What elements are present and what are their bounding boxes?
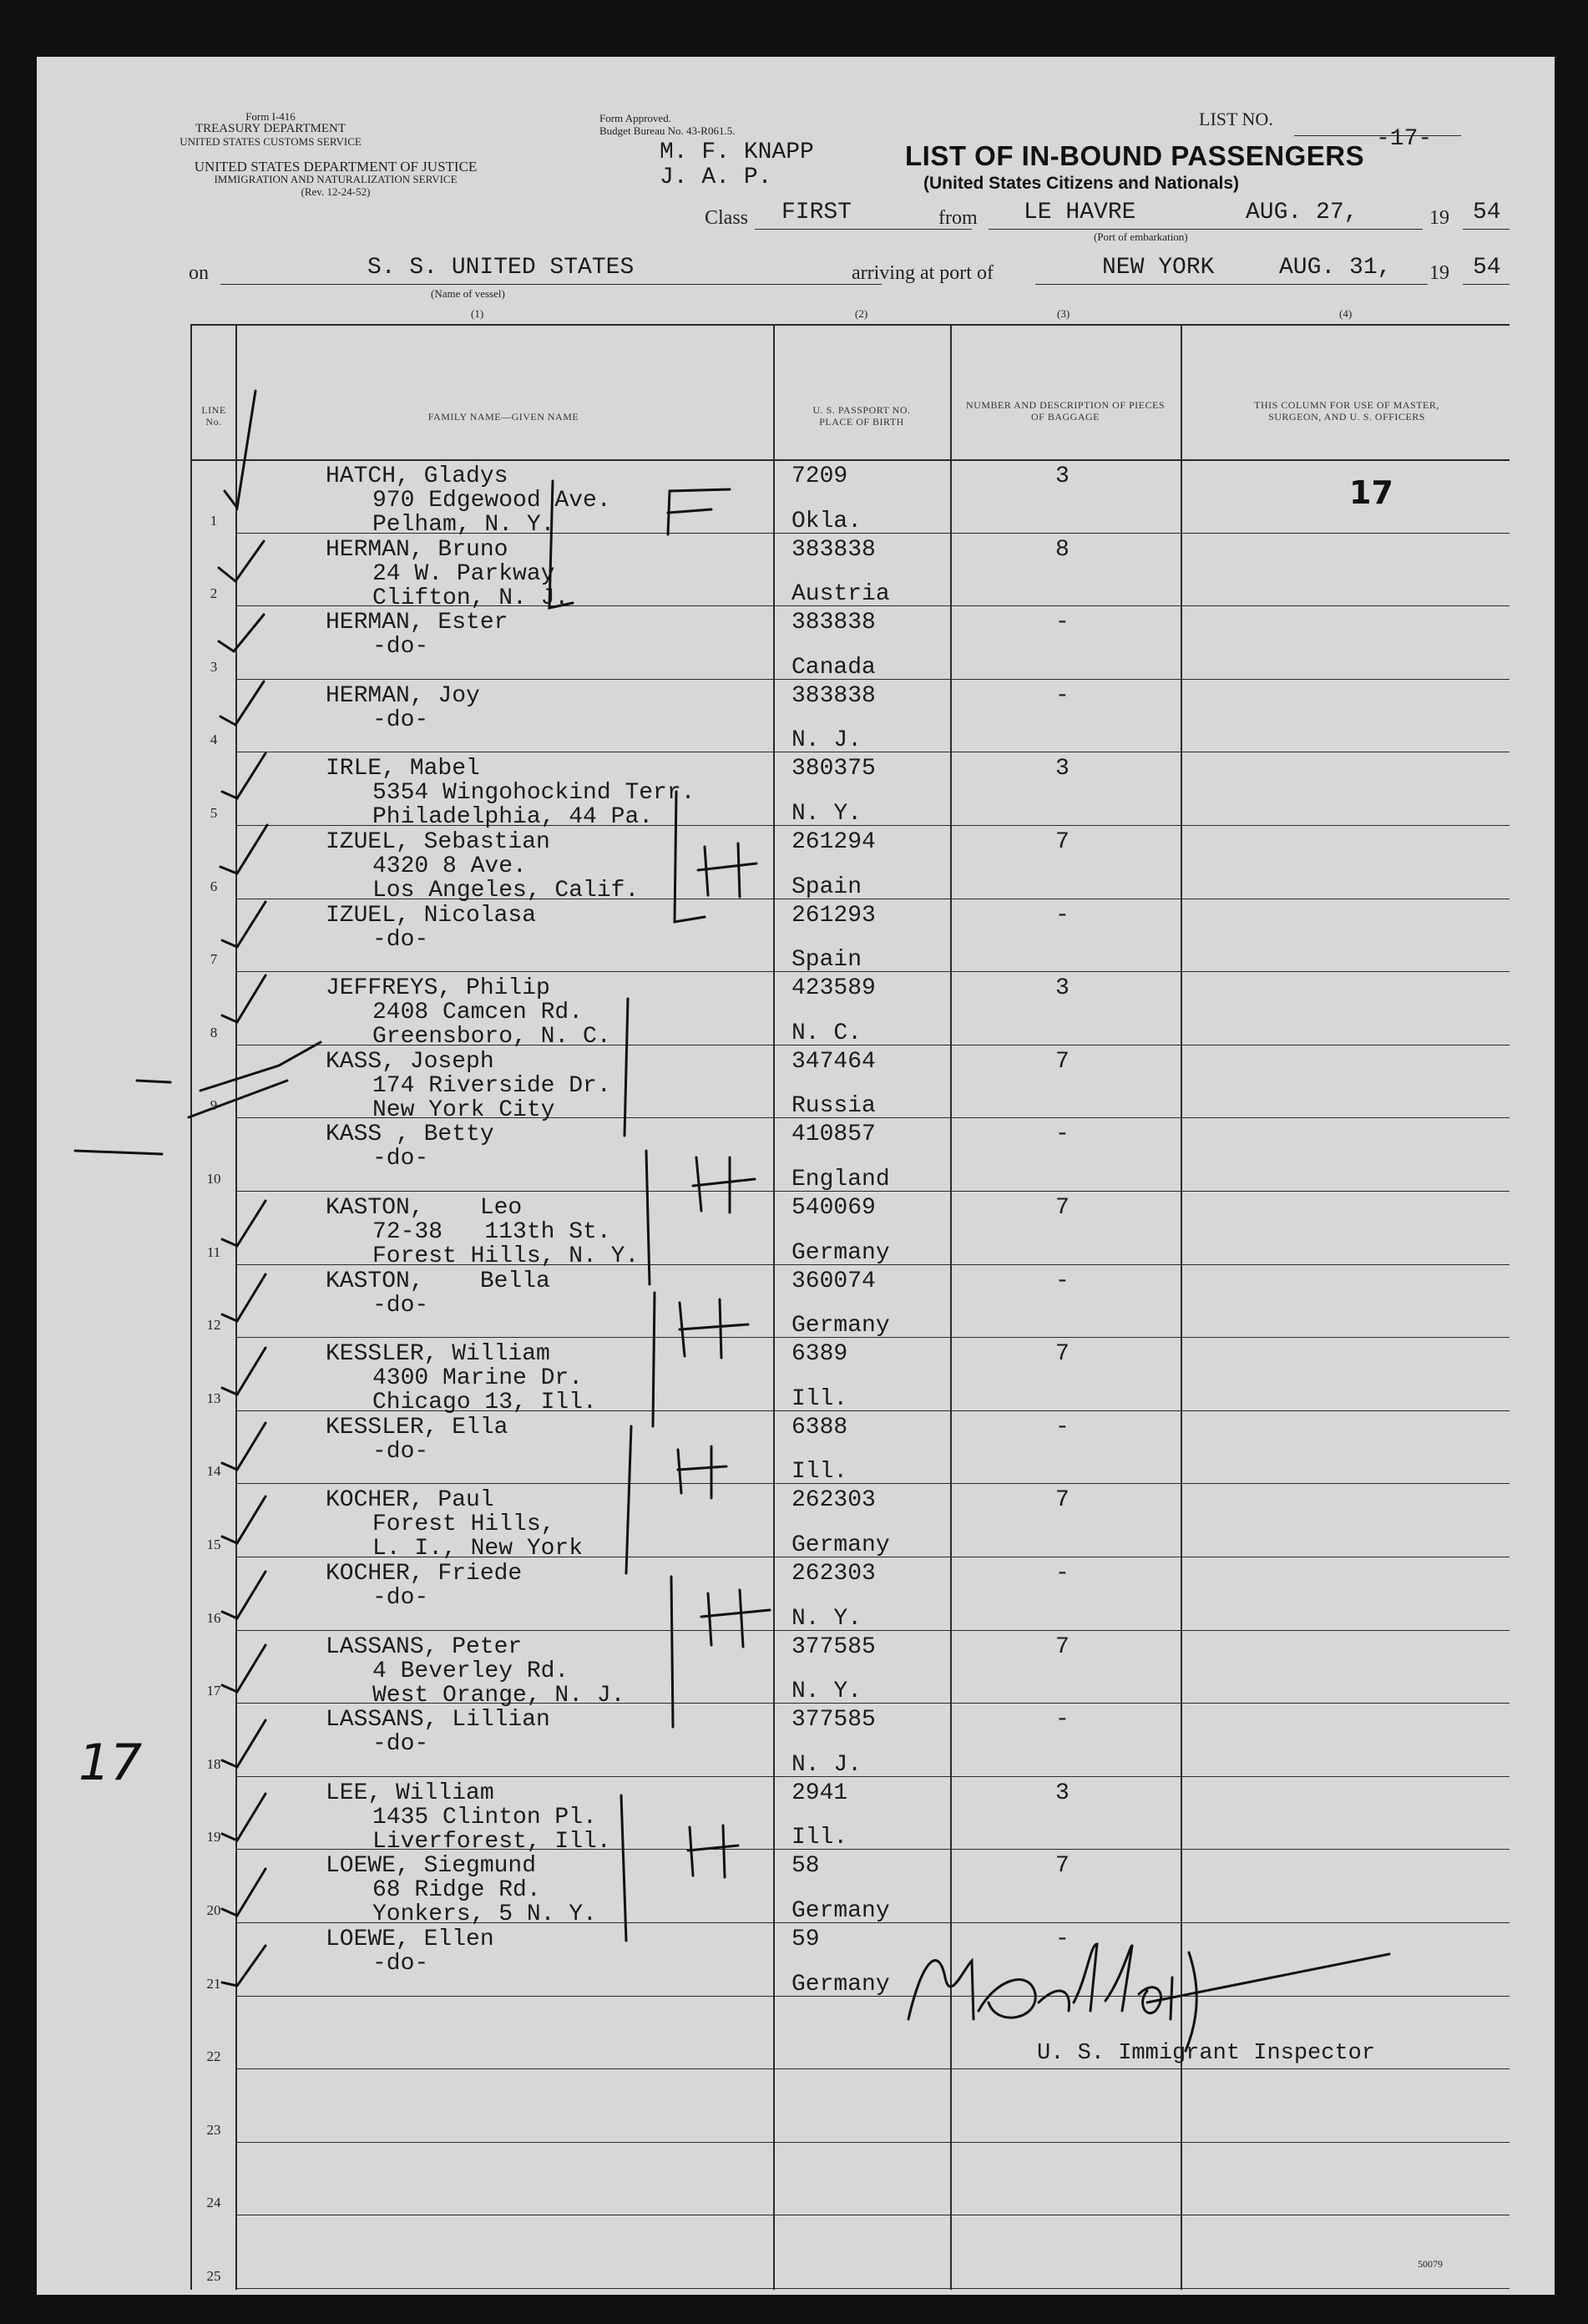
place-of-birth: Ill. xyxy=(791,1459,848,1486)
passenger-name: LOEWE, Ellen xyxy=(326,1927,494,1952)
line-number: 11 xyxy=(206,1243,221,1260)
baggage-count: 3 xyxy=(1055,975,1070,1002)
line-number: 13 xyxy=(206,1390,221,1406)
passenger-address: Philadelphia, 44 Pa. xyxy=(372,804,654,831)
baggage-count: 3 xyxy=(1055,1780,1070,1806)
baggage-count: - xyxy=(1055,1268,1070,1294)
arrival-year-prefix: 19 xyxy=(1429,262,1449,284)
arriving-label: arriving at port of xyxy=(852,262,994,284)
baggage-count: 7 xyxy=(1055,1487,1070,1514)
doj-block xyxy=(194,160,478,198)
passenger-address: 5354 Wingohockind Terr. xyxy=(372,780,695,807)
baggage-count: 7 xyxy=(1055,829,1070,855)
line-number: 6 xyxy=(210,878,218,894)
baggage-count: - xyxy=(1055,1927,1070,1952)
passenger-name: KESSLER, William xyxy=(326,1341,550,1368)
passenger-address: 4 Beverley Rd. xyxy=(372,1658,569,1684)
passenger-address: 4320 8 Ave. xyxy=(372,853,527,879)
place-of-birth: N. J. xyxy=(791,727,862,754)
table-row xyxy=(190,1192,1510,1269)
baggage-count: 3 xyxy=(1055,756,1070,782)
baggage-count: - xyxy=(1055,1707,1070,1734)
passenger-name: IZUEL, Sebastian xyxy=(326,829,550,855)
baggage-count: - xyxy=(1055,610,1070,636)
passenger-address: 4300 Marine Dr. xyxy=(372,1365,584,1392)
baggage-count: 7 xyxy=(1055,1853,1070,1880)
passenger-address: -do- xyxy=(372,706,429,733)
header-name: FAMILY NAME—GIVEN NAME xyxy=(427,411,579,423)
class-value: FIRST xyxy=(781,200,852,225)
vessel-caption: (Name of vessel) xyxy=(431,287,505,300)
baggage-count: - xyxy=(1055,682,1070,709)
col-num-1: (1) xyxy=(471,307,484,320)
passenger-address: -do- xyxy=(372,634,429,661)
place-of-birth: N. C. xyxy=(791,1020,862,1046)
officer-note: 17 xyxy=(1349,474,1393,511)
passenger-name: KOCHER, Friede xyxy=(326,1561,523,1587)
passport-number: 377585 xyxy=(791,1707,876,1734)
table-row xyxy=(190,1704,1510,1778)
passenger-address: Yonkers, 5 N. Y. xyxy=(372,1901,597,1928)
baggage-count: 7 xyxy=(1055,1048,1070,1075)
passenger-address: New York City xyxy=(372,1096,555,1123)
place-of-birth: Austria xyxy=(791,581,890,608)
table-row xyxy=(190,534,1510,611)
table-row xyxy=(190,2216,1510,2290)
vessel-name: S. S. UNITED STATES xyxy=(367,255,635,281)
passport-number: 383838 xyxy=(791,610,876,636)
from-value: LE HAVRE xyxy=(1024,200,1136,225)
passenger-name: JEFFREYS, Philip xyxy=(326,975,550,1002)
line-number: 5 xyxy=(210,804,218,821)
table-row xyxy=(190,973,1510,1051)
passenger-table xyxy=(190,324,1510,2290)
passenger-address: Chicago 13, Ill. xyxy=(372,1390,597,1416)
passenger-address: 1435 Clinton Pl. xyxy=(372,1804,597,1830)
officers-initials: M. F. KNAPP J. A. P. xyxy=(660,139,814,190)
passenger-name: LEE, William xyxy=(326,1780,494,1806)
passport-number: 540069 xyxy=(791,1195,876,1221)
col-num-3: (3) xyxy=(1057,307,1070,320)
passport-number: 6388 xyxy=(791,1414,848,1440)
list-no: -17- xyxy=(1376,126,1433,152)
table-row xyxy=(190,1485,1510,1562)
passenger-name: HERMAN, Ester xyxy=(326,610,508,636)
passenger-name: KASS, Joseph xyxy=(326,1048,494,1075)
passport-number: 261294 xyxy=(791,829,876,855)
passenger-address: -do- xyxy=(372,1146,429,1172)
table-row xyxy=(190,900,1510,974)
arrival-date: AUG. 31, xyxy=(1279,255,1392,281)
table-row xyxy=(190,1339,1510,1416)
passenger-address: -do- xyxy=(372,926,429,953)
passenger-address: West Orange, N. J. xyxy=(372,1682,625,1709)
table-row xyxy=(190,2144,1510,2217)
place-of-birth: Russia xyxy=(791,1093,876,1120)
baggage-count: - xyxy=(1055,1561,1070,1587)
passport-number: 59 xyxy=(791,1927,820,1952)
place-of-birth: Germany xyxy=(791,1532,890,1558)
col-num-2: (2) xyxy=(855,307,868,320)
departure-year: 54 xyxy=(1473,200,1501,225)
passenger-name: IZUEL, Nicolasa xyxy=(326,902,537,929)
table-row xyxy=(190,1924,1510,1997)
place-of-birth: N. Y. xyxy=(791,800,862,827)
passenger-address: 72-38 113th St. xyxy=(372,1219,611,1245)
departure-year-prefix: 19 xyxy=(1429,207,1449,229)
place-of-birth: Germany xyxy=(791,1239,890,1266)
passenger-address: 68 Ridge Rd. xyxy=(372,1877,541,1904)
departure-date: AUG. 27, xyxy=(1246,200,1358,225)
margin-note: 17 xyxy=(78,1734,143,1792)
line-number: 10 xyxy=(206,1170,221,1187)
passenger-name: LASSANS, Lillian xyxy=(326,1707,550,1734)
form-id: Form I-416 xyxy=(245,110,296,123)
passport-number: 377585 xyxy=(791,1633,876,1660)
line-number: 24 xyxy=(206,2195,221,2211)
line-number: 12 xyxy=(206,1317,221,1334)
class-label: Class xyxy=(705,207,749,229)
passport-number: 262303 xyxy=(791,1561,876,1587)
table-row xyxy=(190,1778,1510,1855)
passport-number: 262303 xyxy=(791,1487,876,1514)
baggage-count: 7 xyxy=(1055,1633,1070,1660)
line-number: 7 xyxy=(210,951,218,968)
passenger-address: Liverforest, Ill. xyxy=(372,1828,611,1855)
baggage-count: 8 xyxy=(1055,536,1070,563)
table-row xyxy=(190,461,1510,538)
passport-number: 6389 xyxy=(791,1341,848,1368)
table-row xyxy=(190,1632,1510,1709)
list-no-label: LIST NO. xyxy=(1199,109,1273,129)
passenger-address: Forest Hills, N. Y. xyxy=(372,1243,640,1269)
table-row xyxy=(190,1266,1510,1339)
line-number: 19 xyxy=(206,1829,221,1846)
treasury-block xyxy=(162,110,379,148)
passenger-address: Pelham, N. Y. xyxy=(372,512,555,538)
line-number: 18 xyxy=(206,1755,221,1772)
passenger-name: LASSANS, Peter xyxy=(326,1633,523,1660)
place-of-birth: Canada xyxy=(791,654,876,681)
doj-title: UNITED STATES DEPARTMENT OF JUSTICE xyxy=(194,159,478,175)
table-row xyxy=(190,1119,1510,1192)
header-baggage: NUMBER AND DESCRIPTION OF PIECES OF BAGGAGE xyxy=(965,399,1166,423)
table-row xyxy=(190,827,1510,904)
passenger-name: KESSLER, Ella xyxy=(326,1414,508,1440)
line-number: 15 xyxy=(206,1536,221,1552)
line-number: 14 xyxy=(206,1463,221,1480)
line-number: 1 xyxy=(210,512,218,529)
table-row xyxy=(190,1558,1510,1632)
passenger-address: -do- xyxy=(372,1292,429,1319)
passenger-address: -do- xyxy=(372,1731,429,1758)
line-number: 22 xyxy=(206,2048,221,2065)
line-number: 23 xyxy=(206,2121,221,2138)
table-row xyxy=(190,1412,1510,1486)
passenger-name: HERMAN, Bruno xyxy=(326,536,508,563)
passenger-address: -do- xyxy=(372,1951,429,1977)
line-number: 3 xyxy=(210,658,218,675)
form-title: LIST OF IN-BOUND PASSENGERS xyxy=(905,140,1365,171)
table-row xyxy=(190,2070,1510,2144)
header-passport: U. S. PASSPORT NO. PLACE OF BIRTH xyxy=(812,404,911,428)
place-of-birth: Germany xyxy=(791,1313,890,1339)
passport-number: 347464 xyxy=(791,1048,876,1075)
port-caption: (Port of embarkation) xyxy=(1094,230,1188,243)
place-of-birth: Spain xyxy=(791,947,862,974)
passport-number: 2941 xyxy=(791,1780,848,1806)
passport-number: 423589 xyxy=(791,975,876,1002)
passenger-address: Los Angeles, Calif. xyxy=(372,878,640,904)
baggage-count: 3 xyxy=(1055,463,1070,489)
place-of-birth: England xyxy=(791,1166,890,1192)
passenger-name: HERMAN, Joy xyxy=(326,682,480,709)
line-number: 16 xyxy=(206,1609,221,1626)
table-row xyxy=(190,607,1510,681)
header-officers: THIS COLUMN FOR USE OF MASTER, SURGEON, AND U. S. OFFICERS xyxy=(1254,399,1439,423)
passenger-name: HATCH, Gladys xyxy=(326,463,508,489)
form-number: 50079 xyxy=(1418,2258,1443,2270)
passenger-address: -do- xyxy=(372,1585,429,1611)
passenger-name: KOCHER, Paul xyxy=(326,1487,494,1514)
line-number: 9 xyxy=(210,1097,218,1114)
passport-number: 360074 xyxy=(791,1268,876,1294)
passport-number: 410857 xyxy=(791,1121,876,1148)
ins-title: IMMIGRATION AND NATURALIZATION SERVICE xyxy=(214,173,458,185)
line-number: 20 xyxy=(206,1901,221,1918)
place-of-birth: Ill. xyxy=(791,1825,848,1851)
table-row xyxy=(190,753,1510,831)
baggage-count: - xyxy=(1055,1121,1070,1148)
col-num-4: (4) xyxy=(1339,307,1353,320)
passenger-name: KASTON, Bella xyxy=(326,1268,550,1294)
from-label: from xyxy=(938,207,978,229)
passport-number: 261293 xyxy=(791,902,876,929)
passenger-address: Clifton, N. J. xyxy=(372,585,569,611)
line-number: 21 xyxy=(206,1975,221,1992)
passenger-name: KASS , Betty xyxy=(326,1121,494,1148)
line-number: 25 xyxy=(206,2267,221,2284)
place-of-birth: Germany xyxy=(791,1897,890,1924)
passenger-address: 174 Riverside Dr. xyxy=(372,1072,611,1099)
passenger-name: LOEWE, Siegmund xyxy=(326,1853,537,1880)
place-of-birth: N. J. xyxy=(791,1751,862,1778)
passenger-address: L. I., New York xyxy=(372,1536,584,1562)
inspector-label: U. S. Immigrant Inspector xyxy=(1037,2041,1376,2066)
passport-number: 383838 xyxy=(791,682,876,709)
passenger-address: 970 Edgewood Ave. xyxy=(372,488,611,514)
passport-number: 7209 xyxy=(791,463,848,489)
passenger-address: -do- xyxy=(372,1438,429,1465)
header-line-no: LINE No. xyxy=(201,404,226,428)
passport-number: 383838 xyxy=(791,536,876,563)
line-number: 2 xyxy=(210,585,218,602)
customs-service: UNITED STATES CUSTOMS SERVICE xyxy=(180,135,362,148)
passenger-name: IRLE, Mabel xyxy=(326,756,480,782)
line-number: 17 xyxy=(206,1683,221,1699)
place-of-birth: Spain xyxy=(791,873,862,900)
place-of-birth: Okla. xyxy=(791,508,862,534)
on-label: on xyxy=(189,262,209,284)
baggage-count: 7 xyxy=(1055,1195,1070,1221)
table-row xyxy=(190,1046,1510,1123)
baggage-count: - xyxy=(1055,1414,1070,1440)
place-of-birth: Germany xyxy=(791,1971,890,1997)
place-of-birth: N. Y. xyxy=(791,1678,862,1705)
place-of-birth: Ill. xyxy=(791,1385,848,1412)
passport-number: 58 xyxy=(791,1853,820,1880)
baggage-count: 7 xyxy=(1055,1341,1070,1368)
line-number: 4 xyxy=(210,732,218,748)
baggage-count: - xyxy=(1055,902,1070,929)
arrival-port: NEW YORK xyxy=(1102,255,1215,281)
passenger-address: 24 W. Parkway xyxy=(372,560,555,587)
treasury-dept: TREASURY DEPARTMENT xyxy=(195,122,346,135)
line-number: 8 xyxy=(210,1024,218,1040)
form-subtitle: (United States Citizens and Nationals) xyxy=(923,174,1240,193)
place-of-birth: N. Y. xyxy=(791,1605,862,1632)
arrival-year: 54 xyxy=(1473,255,1501,281)
table-row xyxy=(190,681,1510,754)
passenger-name: KASTON, Leo xyxy=(326,1195,523,1221)
rev-date: (Rev. 12-24-52) xyxy=(301,185,371,198)
passenger-list-sheet xyxy=(37,57,1555,2295)
passenger-address: Forest Hills, xyxy=(372,1511,555,1538)
passenger-address: Greensboro, N. C. xyxy=(372,1024,611,1051)
approval-block: Form Approved. Budget Bureau No. 43-R061.5. xyxy=(599,112,736,137)
table-row xyxy=(190,1851,1510,1928)
passenger-address: 2408 Camcen Rd. xyxy=(372,1000,584,1026)
passport-number: 380375 xyxy=(791,756,876,782)
